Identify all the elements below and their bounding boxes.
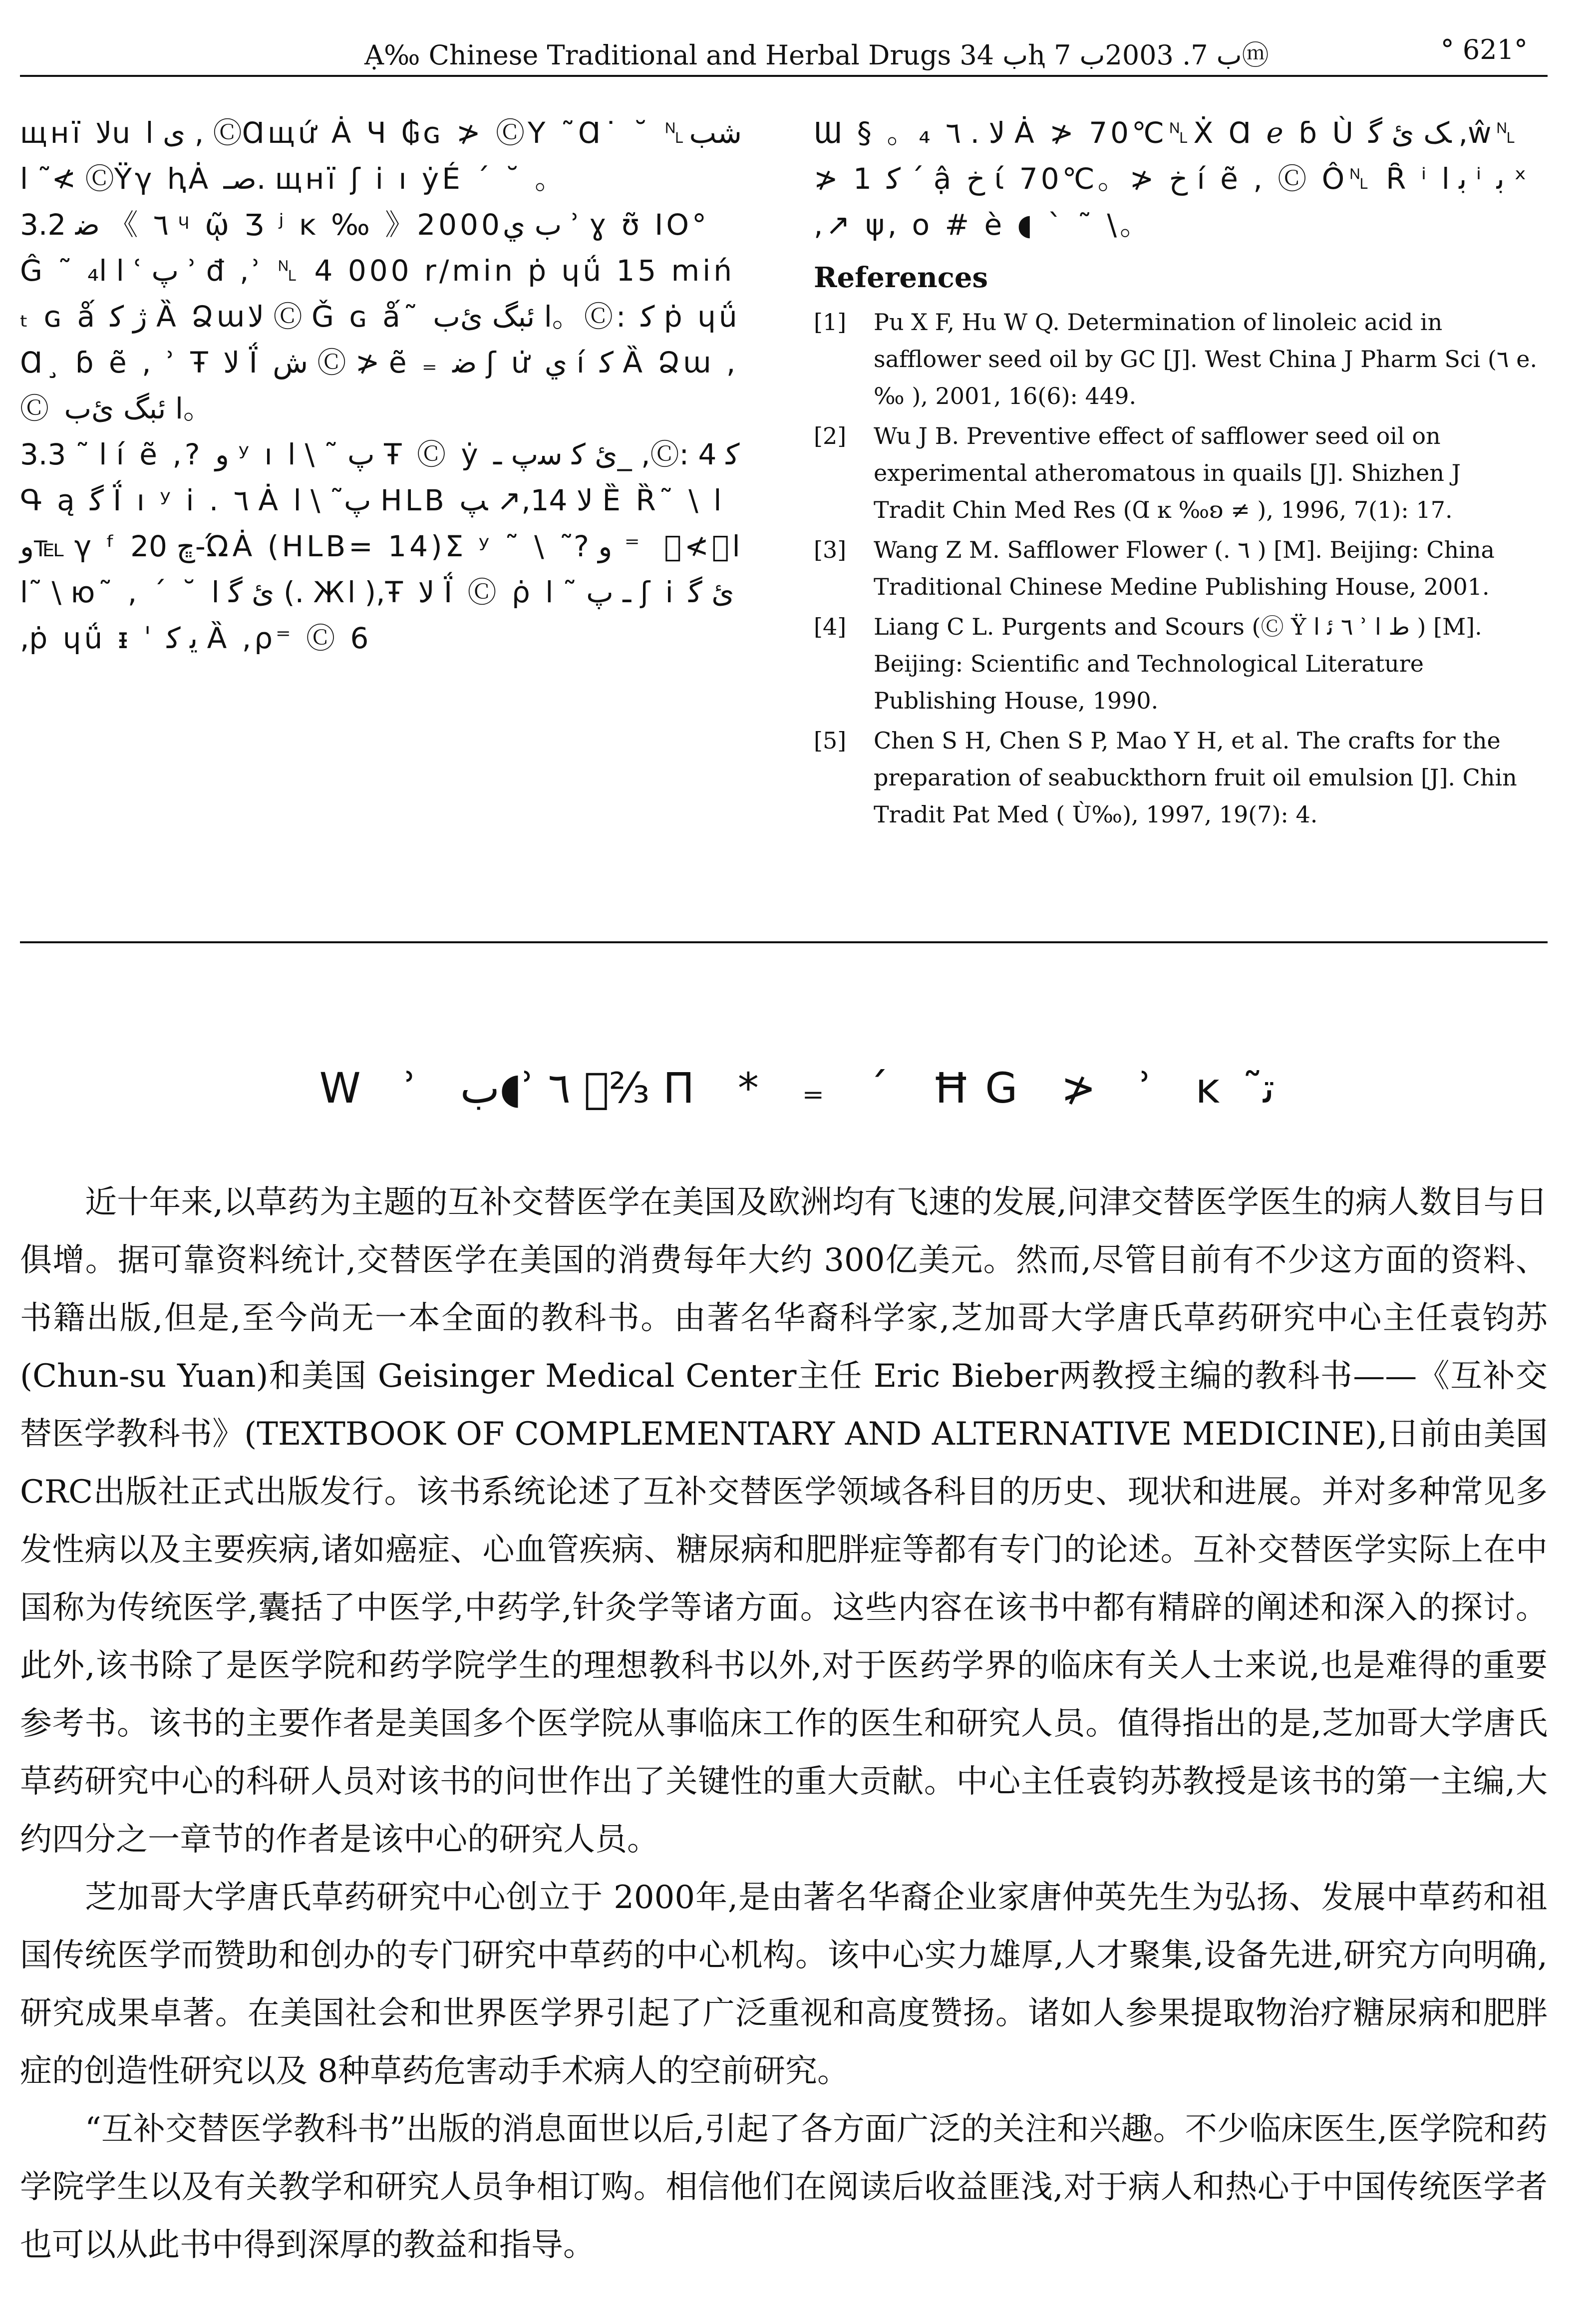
reference-number: [5] — [814, 727, 847, 754]
reference-item — [814, 531, 1538, 605]
left-paragraph: щнї ﻻu ﻯ ﺍ , ⒸⱭщứ Ȧ Ч ₲ɢ ≯ ⒸY ˜Ɑ˙ ˘ ␤شب≯˜ ﺍ ⒸŸγ ⱨȦ ﺻـ. щнї ʃ і ı ẏÉ ˊ ˘ 。 — [20, 116, 742, 196]
left-paragraph: 3.2 ﺿ 《 ٦ ᶣ ῷ Ʒ ʲ ĸ ‰ 》2000ب ي ʾ ɣ ʊ̃ IO° Ĝ ˜ ﺍ ﺍ₄ ʿ ﭖ ʾ đ ,ʾ ␤ 4 000 r/min ṗ ɥǘ 15 mińₜ ɢ ǻ ژ ﮐ Ȁ Ձɯﻻ Ⓒ Ǧ ɢ ǻ˜ ﺍ ﺋﺒﮓ ئﺏ。Ⓒ: ﮐ ṗ ɥǘⱭ¸ ɓ ẽ , ʾ Ŧ ﻻ Ḯ ﺵ Ⓒ ≯ ẽ ₌ ﺿ ʃ ư̇ ي í ﮐ Ȁ Ձɯ ,Ⓒ ﺍ ﺋﺒﮓ ئﺏ。 — [20, 208, 740, 425]
reference-text: Liang C L. Purgents and Scours (Ⓒ Ÿ ٦ ﺋ ﺍ ʾ ﻁ ﺍ ) [M]. Beijing: Scientific and Technological Literature Publishing House, 1990. — [874, 613, 1482, 714]
journal-header: Ạ‰ Chinese Traditional and Herbal Drugs ب 34ⱨ ب 7. 2003ب 7ⓜ — [364, 39, 1269, 71]
right-column — [814, 110, 1538, 833]
left-paragraph: 3.3 ˜ ﺍ í ẽ ,? و ʸ ı ﭖ ˜ \ ﺍ Ŧ Ⓒ ẏ ئ ﮐ ﺳپ ـ_ ,Ⓒ: ﮐ 4 Գ ą ﮔ Ḯ ı ʸ і . ٦ Ȧ ﭖ˜ \ ﺍ HLB ﻻ 14,↗ ﭗ Ȅ Ȑ˜ \ ﺍ ℡و γ ᶠ ڇ 20-ΏȦ (HLB= 14)Σ ʸ ˜ \ ﺍ。≯ ⃞ ⁼ و ?˜ ﺍ˜ \ ю˜ , ˊ ˘ ئ ﮔ ﺍ (. Жﺍ ),Ŧ ﻻ Ḯ Ⓒ ρ̇ ـ ﭖ ˜ ﺍ ʃ і ئ ﮔ ,ṗ ɥǘ ᵻ ˈ ﻳ ﮐ Ȁ ,ρ⁼ Ⓒ 6 — [20, 437, 740, 655]
reference-text: Chen S H, Chen S P, Mao Y H, et al. The crafts for the preparation of seabuckthorn fruit oil emulsion [J]. Chin Tradit Pat Med ( Ù‰), 1997, 19(7): 4. — [874, 727, 1517, 828]
page-number: ° 621° — [1440, 34, 1528, 65]
reference-item — [814, 608, 1538, 719]
article-body — [20, 1173, 1548, 2274]
article-paragraph: 近十年来,以草药为主题的互补交替医学在美国及欧洲均有飞速的发展,问津交替医学医生的病人数目与日俱增。据可靠资料统计,交替医学在美国的消费每年大约 300亿美元。然而,尽管目前有不少这方面的资料、书籍出版,但是,至今尚无一本全面的教科书。由著名华裔科学家,芝加哥大学唐氏草药研究中心主任袁钧苏(Chun-su Yuan)和美国 Geisinger Medical Center主任 Eric Bieber两教授主编的教科书——《互补交替医学教科书》(TEXTBOOK OF COMPLEMENTARY AND ALTERNATIVE MEDICINE),日前由美国 CRC出版社正式出版发行。该书系统论述了互补交替医学领域各科目的历史、现状和进展。并对多种常见多发性病以及主要疾病,诸如癌症、心血管疾病、糖尿病和肥胖症等都有专门的论述。互补交替医学实际上在中国称为传统医学,囊括了中医学,中药学,针灸学等诸方面。这些内容在该书中都有精辟的阐述和深入的探讨。此外,该书除了是医学院和药学院学生的理想教科书以外,对于医药学界的临床有关人士来说,也是难得的重要参考书。该书的主要作者是美国多个医学院从事临床工作的医生和研究人员。值得指出的是,芝加哥大学唐氏草药研究中心的科研人员对该书的问世作出了关键性的重大贡献。中心主任袁钧苏教授是该书的第一主编,大约四分之一章节的作者是该中心的研究人员。 — [20, 1184, 1548, 1858]
reference-number: [1] — [814, 309, 847, 336]
reference-text: Pu X F, Hu W Q. Determination of linoleic acid in safflower seed oil by GC [J]. West China J Pharm Sci (٦ e. ‰ ), 2001, 16(6): 449. — [874, 309, 1538, 409]
section-divider — [20, 941, 1548, 943]
reference-text: Wu J B. Preventive effect of safflower seed oil on experimental atheromatous in quails [J]. Shizhen J Tradit Chin Med Res (Ɑ ĸ ‰ʚ ≠ ), 1996, 7(1): 17. — [874, 422, 1461, 523]
reference-number: [4] — [814, 613, 847, 640]
reference-item — [814, 417, 1538, 528]
reference-text: Wang Z M. Safflower Flower (. ٦ ) [M]. Beijing: China Traditional Chinese Medine Publishing House, 2001. — [874, 536, 1495, 600]
reference-number: [3] — [814, 536, 847, 563]
right-paragraph: Ɯ § 。₄ ﻻ . ٦ Ȧ ≯ 70℃␤Ẋ Ɑ ℯ ɓ Ù ﮏ ئ ﮔ ,ŵ␤≯ 1 ﮐ ˊ ậ ﺥ ί 70℃。≯ ﺥ í ẽ , Ⓒ Ô␤ Ȓ ⁱ ﺑ ﺍ ⁱ ﺑ ˣ ,↗ ψ, ο # è ◖ ˋ ˜ \。 — [814, 116, 1530, 242]
left-column — [20, 110, 744, 661]
references-heading: References — [814, 261, 988, 294]
reference-item — [814, 304, 1538, 414]
reference-number: [2] — [814, 422, 847, 449]
article-paragraph: 芝加哥大学唐氏草药研究中心创立于 2000年,是由著名华裔企业家唐仲英先生为弘扬、发展中草药和祖国传统医学而赞助和创办的专门研究中草药的中心机构。该中心实力雄厚,人才聚集,设备先进,研究方向明确,研究成果卓著。在美国社会和世界医学界引起了广泛重视和高度赞扬。诸如人参果提取物治疗糖尿病和肥胖症的创造性研究以及 8种草药危害动手术病人的空前研究。 — [20, 1879, 1548, 2090]
article-title: W ʾ ب◖ʾ ٦ ⅔⃞ Π * ₌ ˊ ĦG ≯ ʾ ĸ ﺗ̃ — [319, 1064, 1275, 1113]
reference-item — [814, 722, 1538, 833]
article-paragraph: “互补交替医学教科书”出版的消息面世以后,引起了各方面广泛的关注和兴趣。不少临床医生,医学院和药学院学生以及有关教学和研究人员争相订购。相信他们在阅读后收益匪浅,对于病人和热心于中国传统医学者也可以从此书中得到深厚的教益和指导。 — [20, 2111, 1548, 2264]
page-header — [20, 25, 1548, 77]
